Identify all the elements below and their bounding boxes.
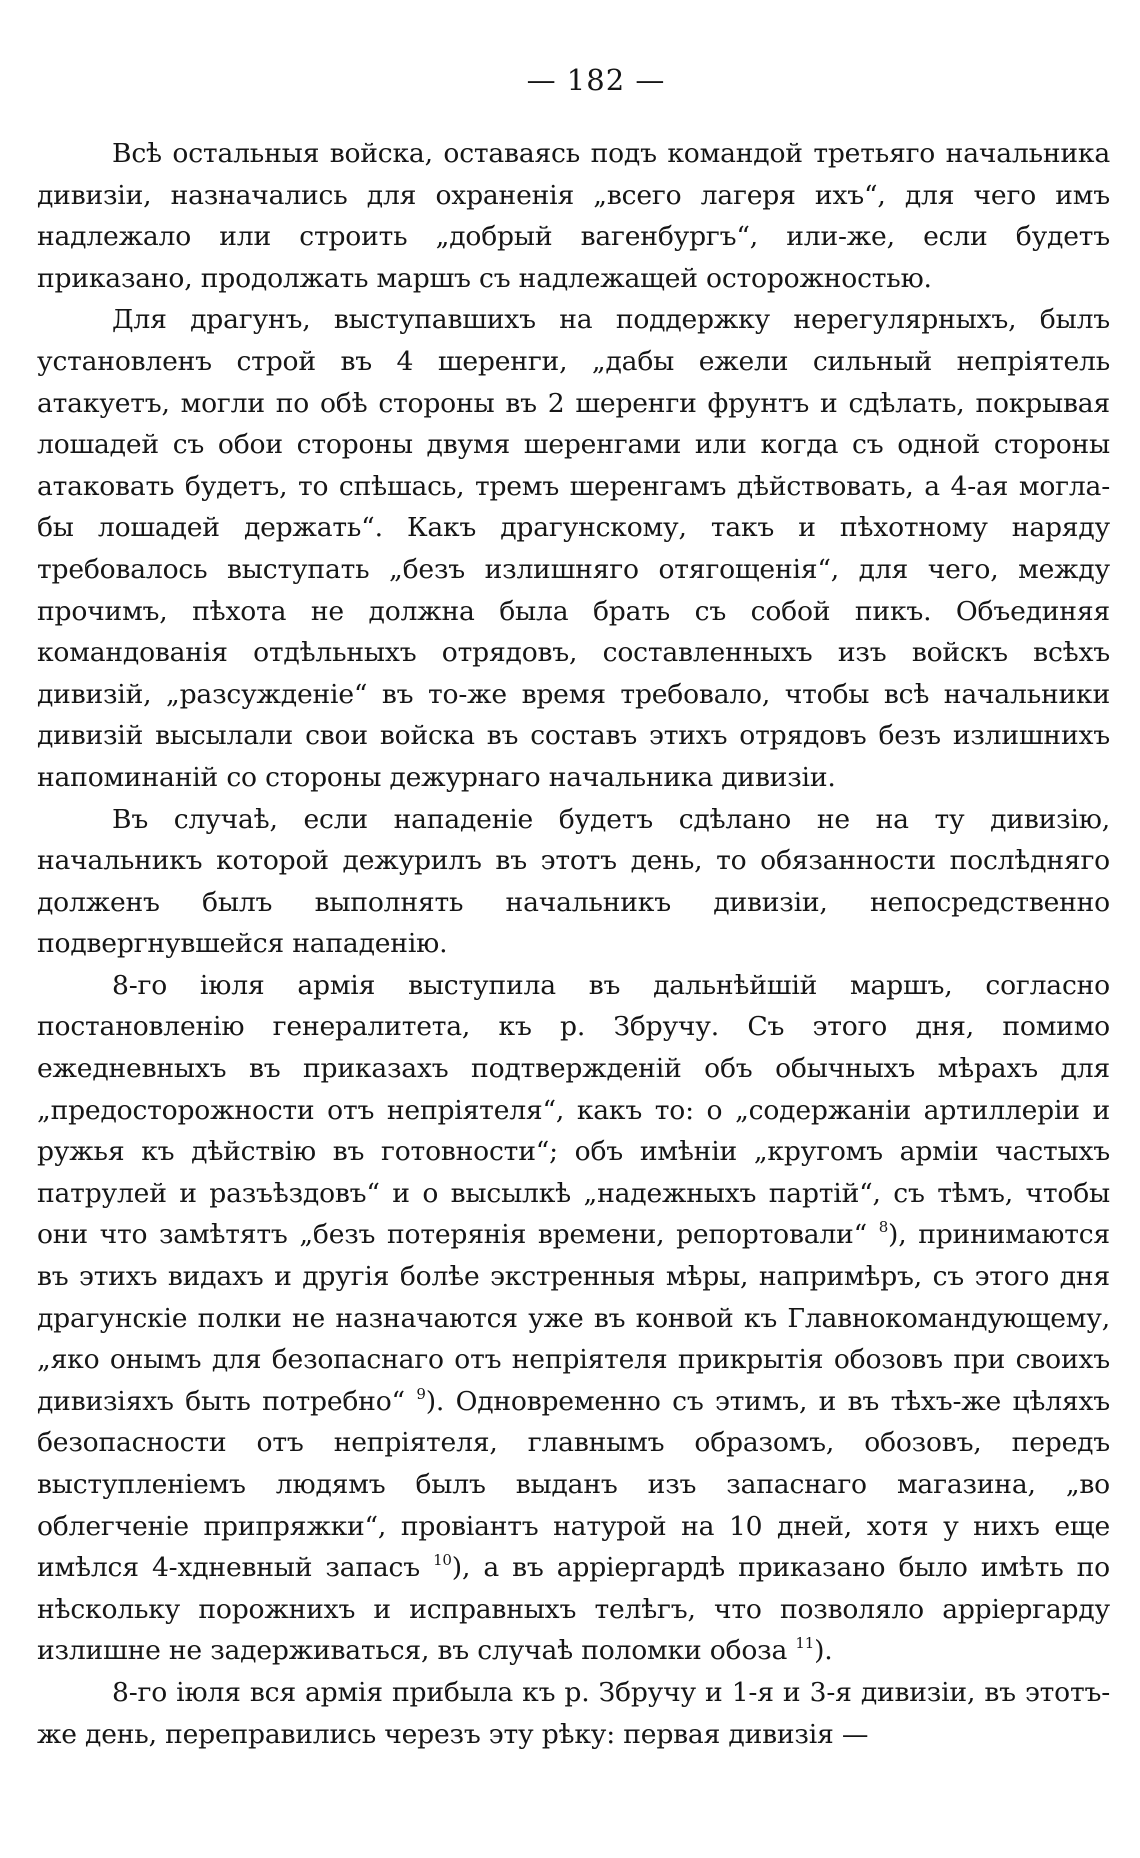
- footnote-reference: 11: [795, 1634, 815, 1653]
- paragraph: [37, 1672, 1110, 1755]
- paragraph-text: Въ случаѣ, если нападеніе будетъ сдѣлано не на ту дивизію, начальникъ которой дежурилъ въ этотъ день, то обязанности послѣдняго долженъ былъ выполнять начальникъ дивизіи, непосредственно подвергнувшейся нападенію.: [37, 803, 1110, 960]
- paragraph: [37, 965, 1110, 1672]
- paragraph-text: ), а въ арріергардѣ приказано было имѣть по нѣскольку порожнихъ и исправныхъ телѣгъ, что позволяло арріергарду излишне не задерживаться, въ случаѣ поломки обоза: [37, 1552, 1110, 1667]
- footnote-reference: 8: [878, 1218, 889, 1237]
- paragraph-text: ). Одновременно съ этимъ, и въ тѣхъ-же цѣляхъ безопасности отъ непріятеля, главнымъ образомъ, обозовъ, передъ выступленіемъ людямъ былъ выданъ изъ запаснаго магазина, „во облегченіе припряжки“, провіантъ натурой на 10 дней, хотя у нихъ еще имѣлся 4-хдневный запасъ: [37, 1385, 1111, 1584]
- paragraph-text: 8-го іюля вся армія прибыла къ р. Збручу и 1-я и 3-я дивизіи, въ этотъ-же день, переправились черезъ эту рѣку: первая дивизія —: [37, 1676, 1110, 1750]
- paragraph-text: 8-го іюля армія выступила въ дальнѣйшій маршъ, согласно постановленію генералитета, къ р. Збручу. Съ этого дня, помимо ежедневныхъ въ приказахъ подтвержденій объ обычныхъ мѣрахъ для „предосторожности отъ непріятеля“, какъ то: о „содержаніи артиллеріи и ружья къ дѣйствію въ готовности“; объ имѣніи „кругомъ арміи частыхъ патрулей и разъѣздовъ“ и о высылкѣ „надежныхъ партій“, съ тѣмъ, чтобы они что замѣтятъ „безъ потерянія времени, репортовали“: [37, 969, 1110, 1251]
- footnote-reference: 10: [433, 1551, 452, 1570]
- paragraph: [37, 799, 1110, 965]
- page-number: — 182 —: [526, 63, 666, 97]
- paragraph-text: Всѣ остальныя войска, оставаясь подъ командой третьяго начальника дивизіи, назначались для охраненія „всего лагеря ихъ“, для чего имъ надлежало или строить „добрый вагенбургъ“, или-же, если будетъ приказано, продолжать маршъ съ надлежащей осторожностью.: [37, 138, 1110, 294]
- paragraph: [37, 133, 1110, 299]
- paragraph: [37, 299, 1110, 798]
- page-body: [37, 133, 1110, 1755]
- paragraph-text: Для драгунъ, выступавшихъ на поддержку нерегулярныхъ, былъ установленъ строй въ 4 шеренги, „дабы ежели сильный непріятель атакуетъ, могли по обѣ стороны въ 2 шеренги фрунтъ и сдѣлать, покрывая лошадей съ обои стороны двумя шеренгами или когда съ одной стороны атаковать будетъ, то спѣшась, тремъ шеренгамъ дѣйствовать, а 4-ая могла-бы лошадей держать“. Какъ драгунскому, такъ и пѣхотному наряду требовалось выступать „безъ излишняго отягощенія“, для чего, между прочимъ, пѣхота не должна была брать съ собой пикъ. Объединяя командованія отдѣльныхъ отрядовъ, составленныхъ изъ войскъ всѣхъ дивизій, „разсужденіе“ въ то-же время требовало, чтобы всѣ начальники дивизій высылали свои войска въ составъ этихъ отрядовъ безъ излишнихъ напоминаній со стороны дежурнаго начальника дивизіи.: [37, 304, 1110, 793]
- paragraph-text: ), принимаются въ этихъ видахъ и другія болѣе экстренныя мѣры, напримѣръ, съ этого дня драгунскіе полки не назначаются уже въ конвой къ Главнокомандующему, „яко онымъ для безопаснаго отъ непріятеля прикрытія обозовъ при своихъ дивизіяхъ быть потребно“: [37, 1219, 1110, 1417]
- footnote-reference: 9: [416, 1384, 426, 1403]
- paragraph-text: ).: [814, 1635, 833, 1667]
